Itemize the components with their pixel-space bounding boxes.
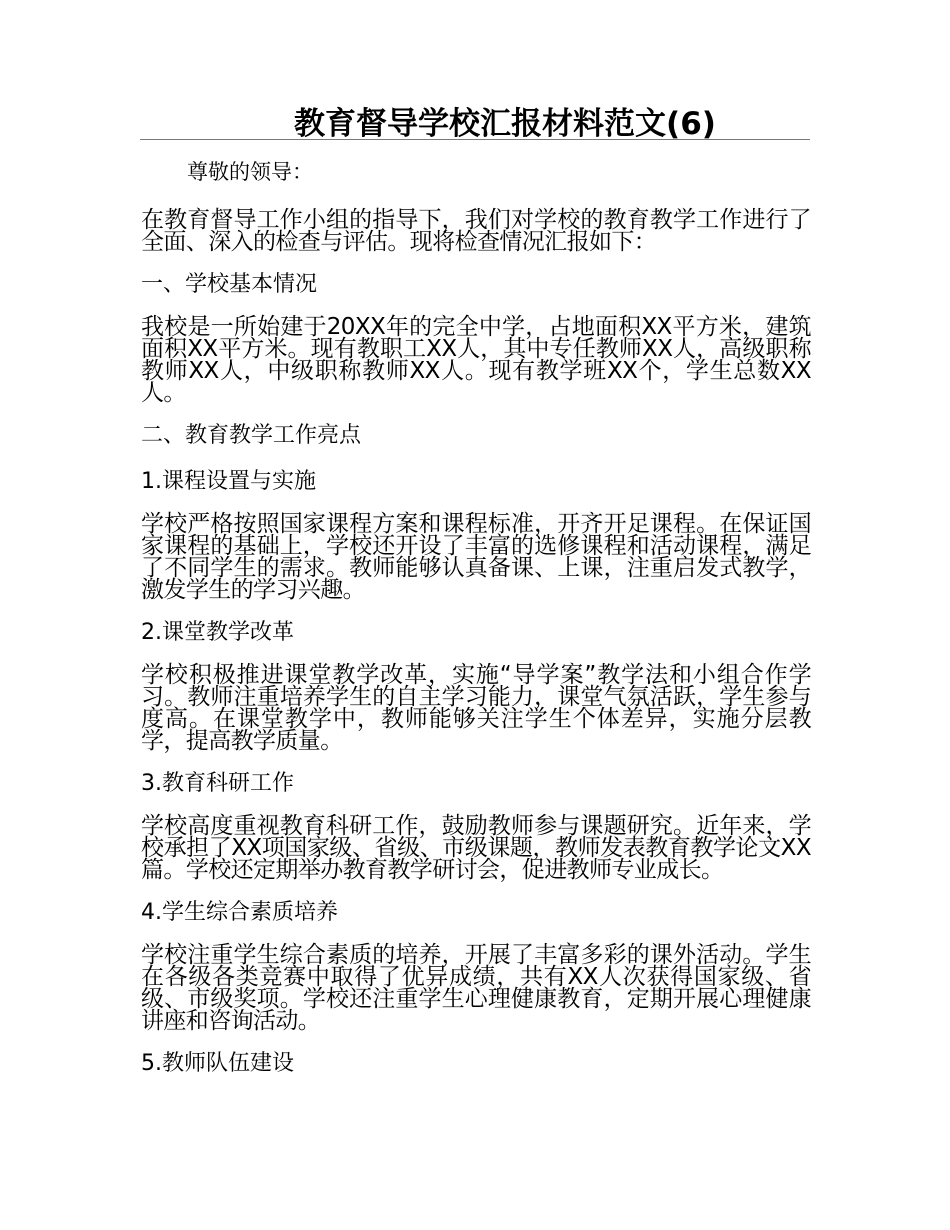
item-body-student-quality: 学校注重学生综合素质的培养，开展了丰富多彩的课外活动。学生在各级各类竞赛中取得了优异成绩，共有XX人次获得国家级、省级、市级奖项。学校还注重学生心理健康教育，定期开展心理健康讲座和咨询活动。 <box>141 942 811 1034</box>
document-title: 教育督导学校汇报材料范文(6) <box>294 106 716 142</box>
item-body-research: 学校高度重视教育科研工作，鼓励教师参与课题研究。近年来，学校承担了XX项国家级、省级、市级课题，教师发表教育教学论文XX篇。学校还定期举办教育教学研讨会，促进教师专业成长。 <box>141 813 811 883</box>
salutation: 尊敬的领导： <box>187 160 313 184</box>
section-heading-highlights: 二、教育教学工作亮点 <box>141 423 362 448</box>
document-body <box>141 157 811 1095</box>
item-heading-teacher-team: 5.教师队伍建设 <box>141 1051 294 1076</box>
section-body-basic-info: 我校是一所始建于20XX年的完全中学，占地面积XX平方米，建筑面积XX平方米。现有教职工XX人，其中专任教师XX人，高级职称教师XX人，中级职称教师XX人。现有教学班XX个，学生总数XX人。 <box>141 314 811 406</box>
item-heading-research: 3.教育科研工作 <box>141 771 294 796</box>
section-heading-basic-info: 一、学校基本情况 <box>141 272 318 297</box>
item-heading-curriculum: 1.课程设置与实施 <box>141 469 316 494</box>
item-heading-student-quality: 4.学生综合素质培养 <box>141 900 338 925</box>
title-underline <box>140 139 810 140</box>
item-body-classroom-reform: 学校积极推进课堂教学改革，实施“导学案”教学法和小组合作学习。教师注重培养学生的自主学习能力，课堂气氛活跃，学生参与度高。在课堂教学中，教师能够关注学生个体差异，实施分层教学，提高教学质量。 <box>141 662 811 754</box>
intro-paragraph: 在教育督导工作小组的指导下，我们对学校的教育教学工作进行了全面、深入的检查与评估。现将检查情况汇报如下： <box>141 207 811 255</box>
item-body-curriculum: 学校严格按照国家课程方案和课程标准，开齐开足课程。在保证国家课程的基础上，学校还开设了丰富的选修课程和活动课程，满足了不同学生的需求。教师能够认真备课、上课，注重启发式教学，激发学生的学习兴趣。 <box>141 511 811 603</box>
item-heading-classroom-reform: 2.课堂教学改革 <box>141 620 294 645</box>
